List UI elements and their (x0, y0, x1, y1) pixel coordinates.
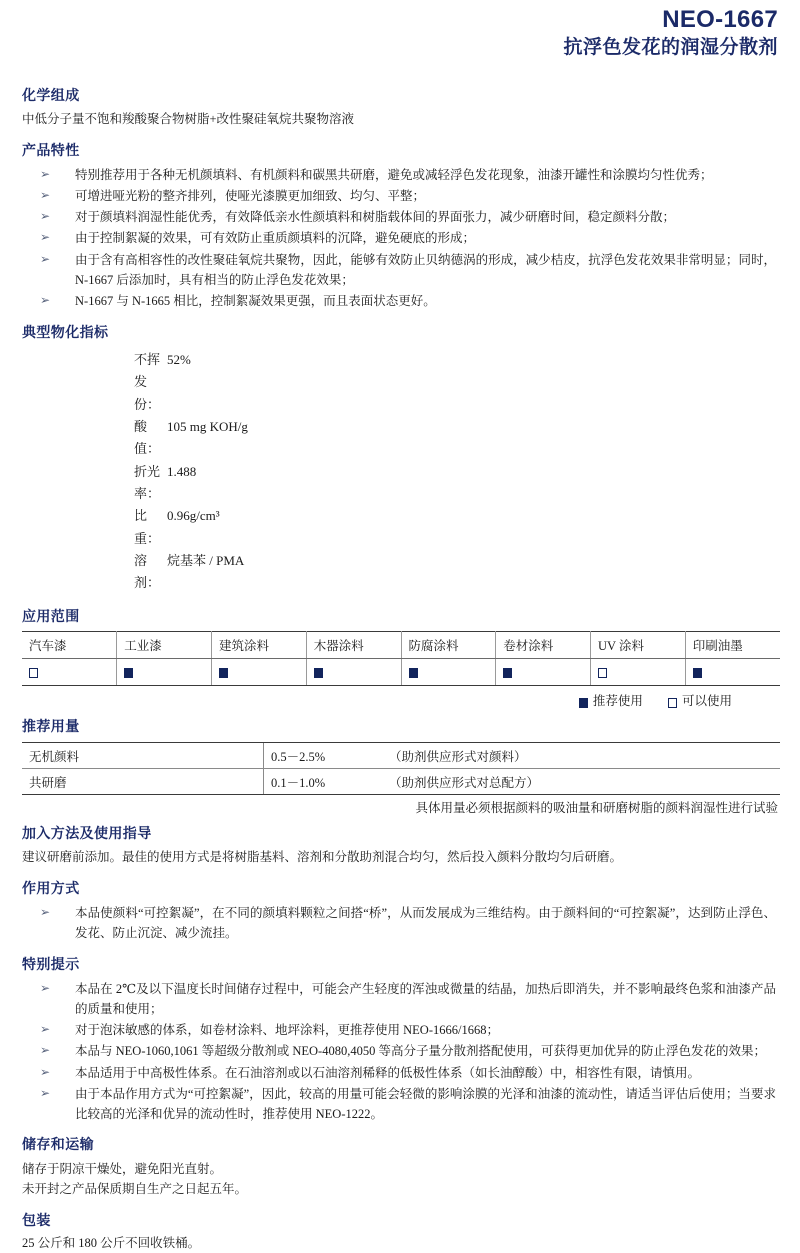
legend-label: 可以使用 (682, 694, 732, 708)
application-cell (306, 659, 401, 686)
application-cell (591, 659, 686, 686)
product-code: NEO-1667 (22, 6, 778, 34)
table-header-row (22, 632, 780, 659)
features-title: 产品特性 (22, 142, 780, 162)
list-item (22, 903, 780, 944)
dosage-range: 0.1－1.0% (264, 769, 383, 795)
bullet-arrow-icon: ➢ (40, 186, 50, 205)
checkbox-filled-icon (219, 668, 228, 678)
list-item (22, 250, 780, 291)
list-item (22, 979, 780, 1020)
section-storage (22, 1136, 780, 1199)
property-value: 52% (167, 349, 780, 416)
column-header: 工业漆 (117, 632, 212, 659)
property-row (22, 349, 780, 416)
property-label: 比重： (22, 505, 167, 550)
bullet-arrow-icon: ➢ (40, 1041, 50, 1060)
checkbox-filled-icon (314, 668, 323, 678)
section-features (22, 142, 780, 311)
dosage-name: 无机颜料 (22, 743, 264, 769)
property-label: 酸值： (22, 416, 167, 461)
list-item (22, 1041, 780, 1061)
list-item-text: 由于控制絮凝的效果，可有效防止重质颜填料的沉降，避免硬底的形成； (75, 231, 475, 245)
dosage-note: 具体用量必须根据颜料的吸油量和研磨树脂的颜料润湿性进行试验 (22, 798, 780, 816)
property-label: 折光率： (22, 461, 167, 506)
packaging-text: 25 公斤和 180 公斤不回收铁桶。 (22, 1234, 780, 1253)
storage-line-1: 储存于阴凉干燥处，避免阳光直射。 (22, 1159, 780, 1179)
property-row (22, 505, 780, 550)
bullet-arrow-icon: ➢ (40, 228, 50, 247)
bullet-arrow-icon: ➢ (40, 207, 50, 226)
properties-list (22, 349, 780, 595)
property-value: 0.96g/cm³ (167, 505, 780, 550)
column-header: 印刷油墨 (685, 632, 780, 659)
bullet-arrow-icon: ➢ (40, 1020, 50, 1039)
bullet-arrow-icon: ➢ (40, 291, 50, 310)
column-header: 木器涂料 (306, 632, 401, 659)
list-item-text: 可增进哑光粉的整齐排列，使哑光漆膜更加细致、均匀、平整； (75, 189, 425, 203)
dosage-range: 0.5－2.5% (264, 743, 383, 769)
section-dosage (22, 718, 780, 816)
notes-title: 特别提示 (22, 956, 780, 976)
composition-title: 化学组成 (22, 87, 780, 107)
application-cell (496, 659, 591, 686)
list-item (22, 1084, 780, 1125)
legend-recommended (579, 694, 646, 708)
checkbox-filled-icon (579, 698, 588, 708)
section-packaging (22, 1212, 780, 1253)
section-properties (22, 324, 780, 595)
application-cell (117, 659, 212, 686)
list-item-text: 对于泡沫敏感的体系，如卷材涂料、地坪涂料，更推荐使用 NEO-1666/1668； (75, 1023, 499, 1037)
checkbox-filled-icon (503, 668, 512, 678)
features-list (22, 165, 780, 312)
checkbox-hollow-icon (598, 668, 607, 678)
property-value: 1.488 (167, 461, 780, 506)
dosage-table (22, 742, 780, 795)
section-composition (22, 87, 780, 129)
packaging-title: 包装 (22, 1212, 780, 1232)
list-item-text: 本品与 NEO-1060,1061 等超级分散剂或 NEO-4080,4050 等高分子量分散剂搭配使用，可获得更加优异的防止浮色发花的效果； (75, 1044, 766, 1058)
list-item-text: 由于本品作用方式为“可控絮凝”，因此，较高的用量可能会轻微的影响涂膜的光泽和油漆的流动性，请适当评估后使用；当要求比较高的光泽和优异的流动性时，推荐使用 NEO-1222。 (75, 1087, 776, 1121)
property-label: 溶剂： (22, 550, 167, 595)
legend-label: 推荐使用 (593, 694, 643, 708)
checkbox-filled-icon (693, 668, 702, 678)
property-value: 105 mg KOH/g (167, 416, 780, 461)
document-header (22, 6, 780, 61)
column-header: 卷材涂料 (496, 632, 591, 659)
dosage-basis: （助剂供应形式对颜料） (382, 743, 780, 769)
property-row (22, 416, 780, 461)
bullet-arrow-icon: ➢ (40, 979, 50, 998)
notes-list (22, 979, 780, 1125)
bullet-arrow-icon: ➢ (40, 250, 50, 269)
list-item (22, 165, 780, 185)
mechanism-title: 作用方式 (22, 880, 780, 900)
column-header: UV 涂料 (591, 632, 686, 659)
checkbox-filled-icon (124, 668, 133, 678)
applications-title: 应用范围 (22, 608, 780, 628)
section-usage (22, 825, 780, 867)
column-header: 汽车漆 (22, 632, 117, 659)
list-item-text: 本品使颜料“可控絮凝”，在不同的颜填料颗粒之间搭“桥”，从而发展成为三维结构。由于颜料间的“可控絮凝”，达到防止浮色、发花、防止沉淀、减少流挂。 (75, 906, 776, 940)
column-header: 防腐涂料 (401, 632, 496, 659)
dosage-title: 推荐用量 (22, 718, 780, 738)
storage-line-2: 未开封之产品保质期自生产之日起五年。 (22, 1179, 780, 1199)
list-item (22, 228, 780, 248)
section-applications (22, 608, 780, 710)
list-item-text: 本品适用于中高极性体系。在石油溶剂或以石油溶剂稀释的低极性体系（如长油醇酸）中，相容性有限，请慎用。 (75, 1066, 700, 1080)
mechanism-list (22, 903, 780, 944)
application-cell (685, 659, 780, 686)
bullet-arrow-icon: ➢ (40, 165, 50, 184)
properties-title: 典型物化指标 (22, 324, 780, 344)
column-header: 建筑涂料 (212, 632, 307, 659)
usage-title: 加入方法及使用指导 (22, 825, 780, 845)
application-cell (401, 659, 496, 686)
section-mechanism (22, 880, 780, 943)
list-item-text: 特别推荐用于各种无机颜填料、有机颜料和碳黑共研磨，避免或减轻浮色发花现象，油漆开罐性和涂膜均匀性优秀； (75, 168, 713, 182)
dosage-basis: （助剂供应形式对总配方） (382, 769, 780, 795)
list-item (22, 1020, 780, 1040)
list-item-text: 本品在 2℃及以下温度长时间储存过程中，可能会产生轻度的浑浊或微量的结晶，加热后即消失，并不影响最终色浆和油漆产品的质量和使用； (75, 982, 776, 1016)
applications-legend (22, 691, 780, 709)
product-subtitle: 抗浮色发花的润湿分散剂 (22, 35, 778, 61)
list-item (22, 1063, 780, 1083)
applications-table (22, 631, 780, 686)
list-item-text: N-1667 与 N-1665 相比，控制絮凝效果更强，而且表面状态更好。 (75, 294, 436, 308)
list-item (22, 207, 780, 227)
property-row (22, 461, 780, 506)
property-value: 烷基苯 / PMA (167, 550, 780, 595)
storage-title: 储存和运输 (22, 1136, 780, 1156)
section-notes (22, 956, 780, 1124)
list-item (22, 291, 780, 311)
bullet-arrow-icon: ➢ (40, 903, 50, 922)
legend-usable (668, 694, 732, 708)
bullet-arrow-icon: ➢ (40, 1084, 50, 1103)
bullet-arrow-icon: ➢ (40, 1063, 50, 1082)
checkbox-hollow-icon (668, 698, 677, 708)
checkbox-filled-icon (409, 668, 418, 678)
property-label: 不挥发份： (22, 349, 167, 416)
list-item-text: 对于颜填料润湿性能优秀，有效降低亲水性颜填料和树脂载体间的界面张力，减少研磨时间，稳定颜料分散； (75, 210, 675, 224)
table-row (22, 659, 780, 686)
checkbox-hollow-icon (29, 668, 38, 678)
application-cell (22, 659, 117, 686)
list-item-text: 由于含有高相容性的改性聚硅氧烷共聚物，因此，能够有效防止贝纳德涡的形成，减少桔皮，抗浮色发花效果非常明显；同时，N-1667 后添加时，具有相当的防止浮色发花效果； (75, 253, 776, 287)
list-item (22, 186, 780, 206)
application-cell (212, 659, 307, 686)
table-row (22, 769, 780, 795)
property-row (22, 550, 780, 595)
usage-text: 建议研磨前添加。最佳的使用方式是将树脂基料、溶剂和分散助剂混合均匀，然后投入颜料分散均匀后研磨。 (22, 848, 780, 867)
table-row (22, 743, 780, 769)
dosage-name: 共研磨 (22, 769, 264, 795)
composition-text: 中低分子量不饱和羧酸聚合物树脂+改性聚硅氧烷共聚物溶液 (22, 110, 780, 129)
